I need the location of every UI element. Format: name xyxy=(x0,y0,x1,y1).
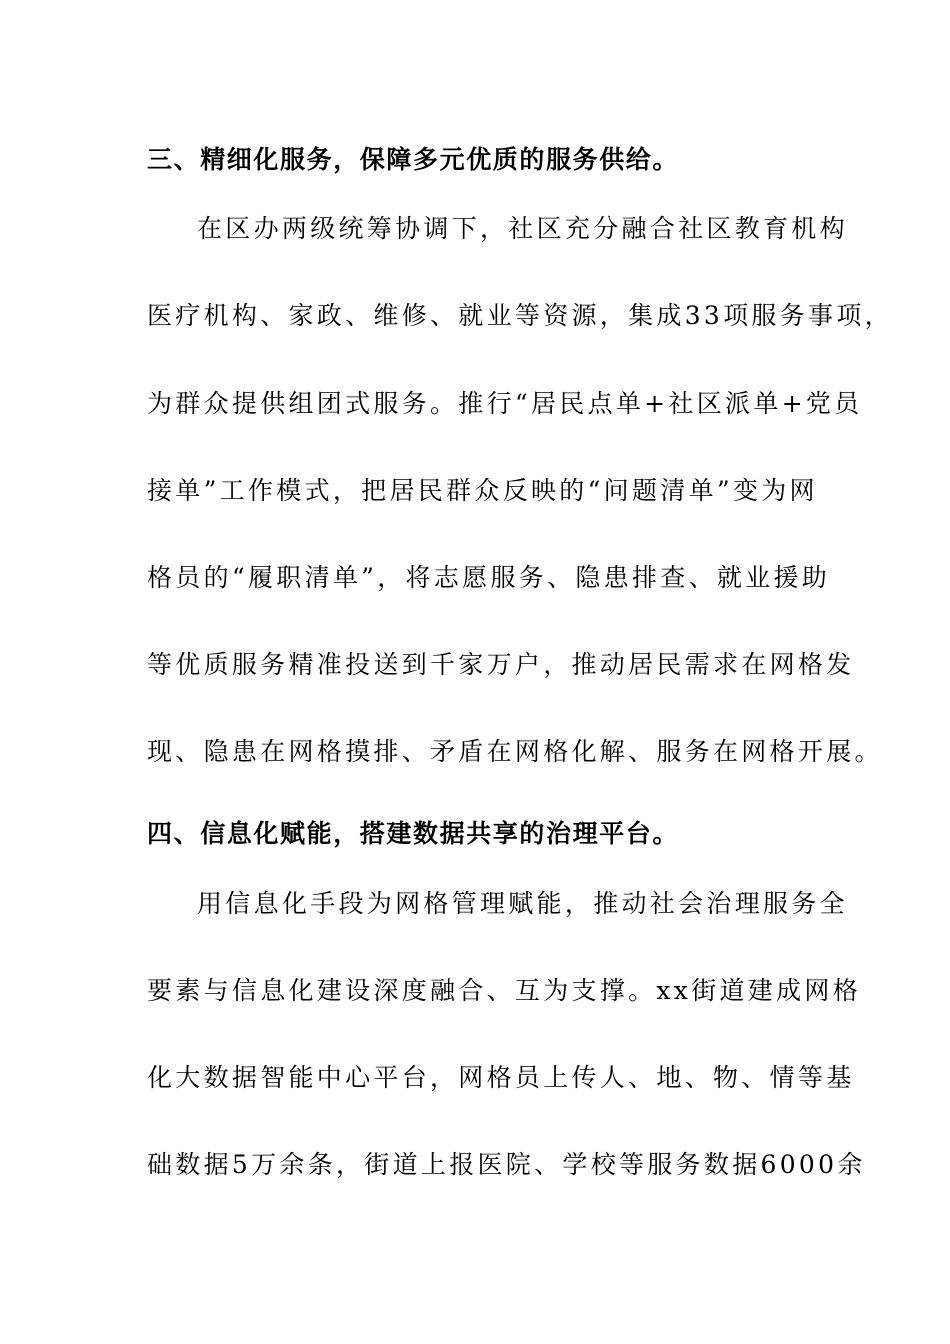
paragraph-line: 化大数据智能中心平台，网格员上传人、地、物、情等基 xyxy=(147,1063,855,1092)
paragraph-line: 要素与信息化建设深度融合、互为支撑。xx街道建成网格 xyxy=(147,976,862,1005)
section-heading-3: 三、精细化服务，保障多元优质的服务供给。 xyxy=(147,145,680,174)
paragraph-line: 医疗机构、家政、维修、就业等资源，集成33项服务事项， xyxy=(147,301,893,330)
paragraph-line: 础数据5万余条，街道上报医院、学校等服务数据6000余 xyxy=(147,1150,866,1179)
paragraph-line: 等优质服务精准投送到千家万户，推动居民需求在网格发 xyxy=(147,650,855,679)
paragraph-line: 用信息化手段为网格管理赋能，推动社会治理服务全 xyxy=(197,889,848,918)
paragraph-line: 接单”工作模式，把居民群众反映的“问题清单”变为网 xyxy=(147,476,818,505)
paragraph-line: 在区办两级统筹协调下，社区充分融合社区教育机构 xyxy=(197,214,848,243)
paragraph-line: 格员的“履职清单”，将志愿服务、隐患排查、就业援助 xyxy=(147,563,831,592)
section-heading-4: 四、信息化赋能，搭建数据共享的治理平台。 xyxy=(147,819,680,848)
paragraph-line: 现、隐患在网格摸排、矛盾在网格化解、服务在网格开展。 xyxy=(147,737,883,766)
paragraph-line: 为群众提供组团式服务。推行“居民点单+社区派单+党员 xyxy=(147,389,863,418)
